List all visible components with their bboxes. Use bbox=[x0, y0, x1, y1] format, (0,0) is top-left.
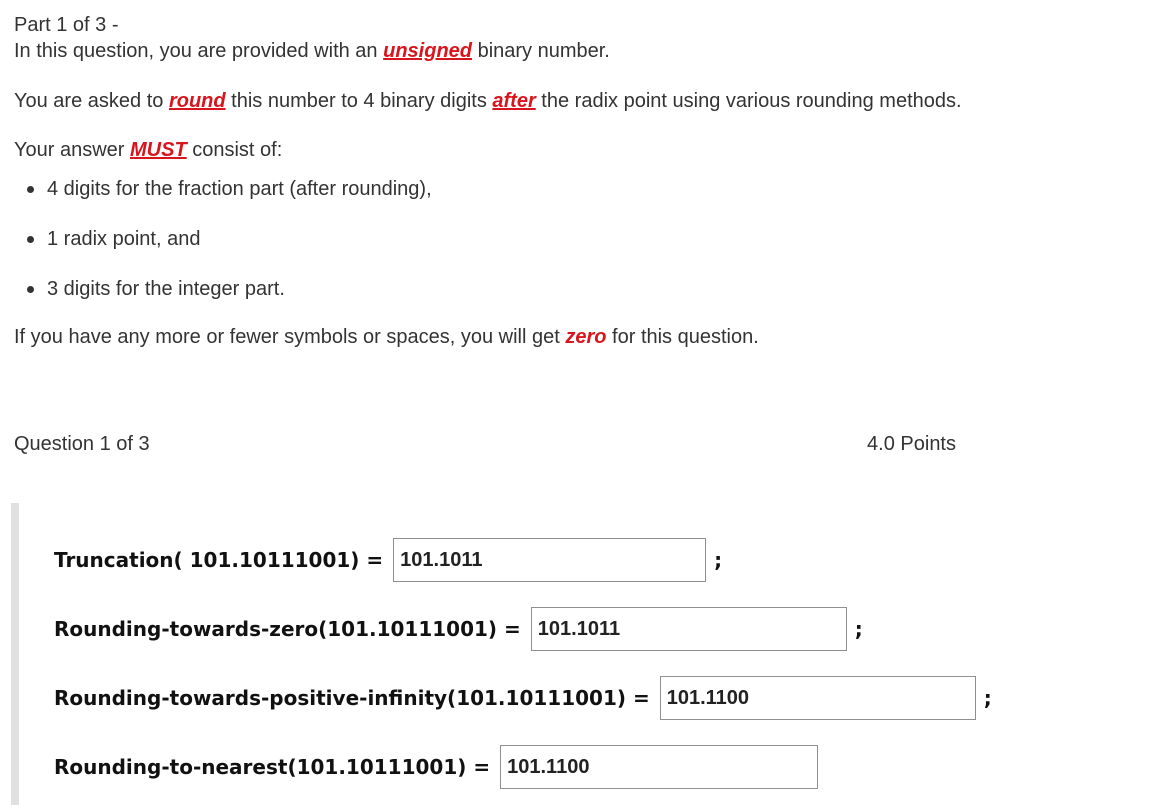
text-span: In this question, you are provided with an bbox=[14, 40, 384, 62]
expression-label: Rounding-towards-zero(101.10111001) = bbox=[54, 617, 521, 641]
answer-row-positive-infinity bbox=[54, 676, 992, 720]
instruction-line-1 bbox=[14, 38, 1164, 64]
list-item bbox=[14, 176, 1164, 226]
list-item bbox=[14, 226, 1164, 276]
emphasis-unsigned: unsigned bbox=[383, 40, 473, 62]
bullet-icon bbox=[27, 236, 34, 243]
instruction-line-2 bbox=[14, 88, 1164, 114]
semicolon: ; bbox=[983, 686, 992, 710]
list-item-text: 4 digits for the fraction part (after rounding), bbox=[47, 178, 432, 200]
text-span: the radix point using various rounding methods. bbox=[535, 90, 962, 112]
list-item bbox=[14, 276, 1164, 326]
question-points: 4.0 Points bbox=[867, 433, 956, 455]
text-span: Your answer bbox=[14, 139, 130, 161]
part-label: Part 1 of 3 - bbox=[14, 14, 119, 36]
emphasis-round: round bbox=[168, 90, 226, 112]
answer-row-truncation bbox=[54, 538, 722, 582]
semicolon: ; bbox=[854, 617, 863, 641]
emphasis-after: after bbox=[492, 90, 536, 112]
bullet-icon bbox=[27, 186, 34, 193]
instruction-line-3 bbox=[14, 137, 1164, 163]
towards-zero-answer-field[interactable]: 101.1011 bbox=[531, 607, 847, 651]
warning-line bbox=[14, 324, 1164, 350]
answer-row-towards-zero bbox=[54, 607, 863, 651]
expression-label: Rounding-to-nearest(101.10111001) = bbox=[54, 755, 491, 779]
list-item-text: 3 digits for the integer part. bbox=[47, 278, 285, 300]
emphasis-zero: zero bbox=[565, 326, 607, 348]
text-span: If you have any more or fewer symbols or spaces, you will get bbox=[14, 326, 566, 348]
truncation-answer-field[interactable]: 101.1011 bbox=[393, 538, 706, 582]
question-header bbox=[14, 430, 956, 458]
semicolon: ; bbox=[714, 548, 723, 572]
list-item-text: 1 radix point, and bbox=[47, 228, 201, 250]
question-number: Question 1 of 3 bbox=[14, 433, 150, 455]
question-bar bbox=[11, 503, 19, 805]
positive-infinity-answer-field[interactable]: 101.1100 bbox=[660, 676, 976, 720]
text-span: for this question. bbox=[606, 326, 759, 348]
answer-row-nearest bbox=[54, 745, 818, 789]
text-span: You are asked to bbox=[14, 90, 169, 112]
expression-label: Rounding-towards-positive-infinity(101.10111001) = bbox=[54, 686, 650, 710]
text-span: consist of: bbox=[186, 139, 283, 161]
requirements-list bbox=[14, 176, 1164, 326]
text-span: binary number. bbox=[472, 40, 610, 62]
bullet-icon bbox=[27, 286, 34, 293]
instructions bbox=[14, 12, 1164, 350]
text-span: this number to 4 binary digits bbox=[225, 90, 493, 112]
nearest-answer-field[interactable]: 101.1100 bbox=[500, 745, 818, 789]
emphasis-must: MUST bbox=[130, 139, 187, 161]
expression-label: Truncation( 101.10111001) = bbox=[54, 548, 384, 572]
